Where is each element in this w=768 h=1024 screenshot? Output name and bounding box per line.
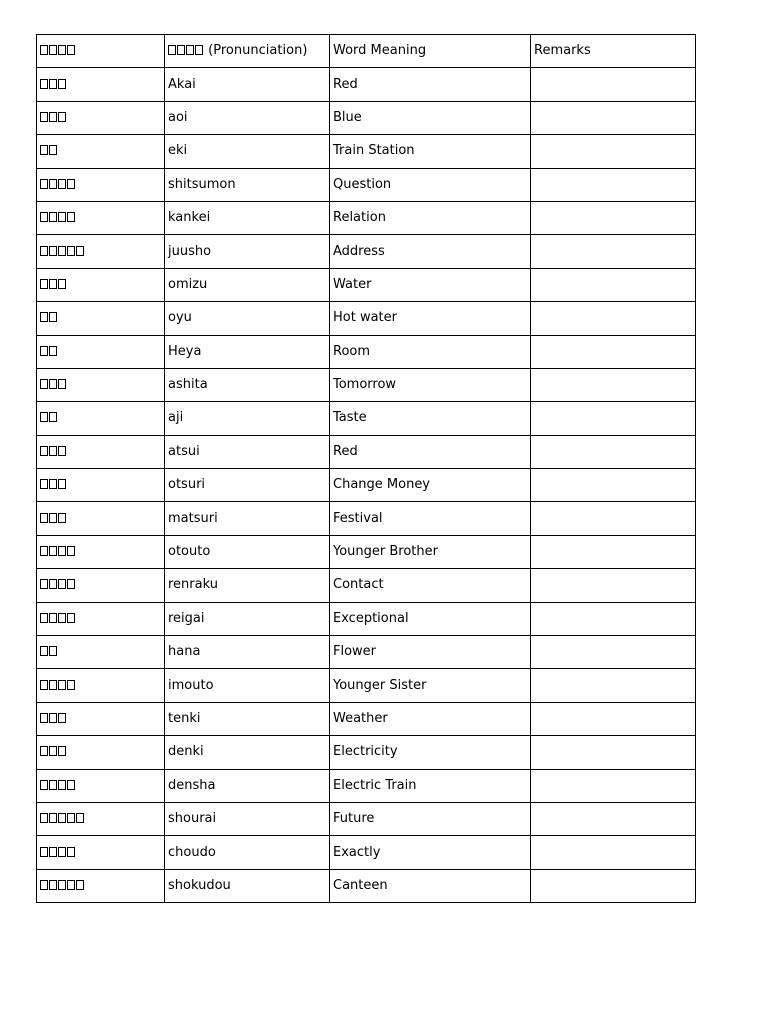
- remarks-cell: [531, 669, 696, 702]
- meaning-cell: Flower: [330, 636, 531, 669]
- remarks-cell: [531, 769, 696, 802]
- remarks-cell: [531, 402, 696, 435]
- table-row: [37, 602, 696, 635]
- remarks-cell: [531, 636, 696, 669]
- native-word-cell: [37, 802, 165, 835]
- remarks-cell: [531, 68, 696, 101]
- native-word-cell: [37, 469, 165, 502]
- native-word-cell: [37, 669, 165, 702]
- remarks-cell: [531, 335, 696, 368]
- meaning-cell: Hot water: [330, 302, 531, 335]
- native-word-cell: [37, 402, 165, 435]
- table-row: [37, 268, 696, 301]
- table-row: [37, 502, 696, 535]
- pronunciation-cell: kankei: [165, 201, 330, 234]
- meaning-cell: Red: [330, 68, 531, 101]
- table-row: [37, 636, 696, 669]
- pronunciation-cell: tenki: [165, 702, 330, 735]
- pronunciation-cell: oyu: [165, 302, 330, 335]
- meaning-cell: Weather: [330, 702, 531, 735]
- pronunciation-cell: shitsumon: [165, 168, 330, 201]
- pronunciation-cell: hana: [165, 636, 330, 669]
- pronunciation-cell: choudo: [165, 836, 330, 869]
- pronunciation-cell: Heya: [165, 335, 330, 368]
- native-word-cell: [37, 235, 165, 268]
- vocabulary-table: [36, 34, 696, 903]
- table-row: [37, 168, 696, 201]
- native-word-cell: [37, 636, 165, 669]
- pronunciation-cell: renraku: [165, 569, 330, 602]
- table-row: [37, 402, 696, 435]
- remarks-cell: [531, 368, 696, 401]
- remarks-cell: [531, 469, 696, 502]
- meaning-cell: Younger Brother: [330, 535, 531, 568]
- table-row: [37, 201, 696, 234]
- native-word-cell: [37, 168, 165, 201]
- remarks-cell: [531, 101, 696, 134]
- table-row: [37, 368, 696, 401]
- meaning-cell: Festival: [330, 502, 531, 535]
- table-row: [37, 435, 696, 468]
- meaning-cell: Address: [330, 235, 531, 268]
- native-word-cell: [37, 302, 165, 335]
- remarks-cell: [531, 736, 696, 769]
- remarks-cell: [531, 502, 696, 535]
- native-word-cell: [37, 68, 165, 101]
- meaning-cell: Contact: [330, 569, 531, 602]
- remarks-cell: [531, 168, 696, 201]
- remarks-cell: [531, 135, 696, 168]
- pronunciation-cell: atsui: [165, 435, 330, 468]
- remarks-cell: [531, 535, 696, 568]
- remarks-cell: [531, 268, 696, 301]
- table-row: [37, 535, 696, 568]
- table-row: [37, 669, 696, 702]
- vocabulary-table-body: [37, 35, 696, 903]
- meaning-cell: Change Money: [330, 469, 531, 502]
- meaning-cell: Younger Sister: [330, 669, 531, 702]
- pronunciation-cell: aji: [165, 402, 330, 435]
- pronunciation-cell: otsuri: [165, 469, 330, 502]
- native-word-cell: [37, 101, 165, 134]
- header-remarks: Remarks: [531, 35, 696, 68]
- table-row: [37, 302, 696, 335]
- table-row: [37, 235, 696, 268]
- header-row: [37, 35, 696, 68]
- table-row: [37, 836, 696, 869]
- native-word-cell: [37, 836, 165, 869]
- table-row: [37, 736, 696, 769]
- pronunciation-cell: omizu: [165, 268, 330, 301]
- header-pronunciation: (Pronunciation): [165, 35, 330, 68]
- pronunciation-cell: eki: [165, 135, 330, 168]
- meaning-cell: Exactly: [330, 836, 531, 869]
- meaning-cell: Future: [330, 802, 531, 835]
- native-word-cell: [37, 368, 165, 401]
- pronunciation-cell: otouto: [165, 535, 330, 568]
- native-word-cell: [37, 736, 165, 769]
- meaning-cell: Exceptional: [330, 602, 531, 635]
- remarks-cell: [531, 235, 696, 268]
- table-row: [37, 101, 696, 134]
- table-row: [37, 335, 696, 368]
- pronunciation-cell: denki: [165, 736, 330, 769]
- native-word-cell: [37, 569, 165, 602]
- pronunciation-cell: shokudou: [165, 869, 330, 902]
- header-native-script: [37, 35, 165, 68]
- remarks-cell: [531, 569, 696, 602]
- remarks-cell: [531, 802, 696, 835]
- native-word-cell: [37, 201, 165, 234]
- remarks-cell: [531, 602, 696, 635]
- meaning-cell: Train Station: [330, 135, 531, 168]
- remarks-cell: [531, 702, 696, 735]
- native-word-cell: [37, 502, 165, 535]
- pronunciation-cell: aoi: [165, 101, 330, 134]
- pronunciation-cell: densha: [165, 769, 330, 802]
- meaning-cell: Canteen: [330, 869, 531, 902]
- table-row: [37, 68, 696, 101]
- meaning-cell: Question: [330, 168, 531, 201]
- remarks-cell: [531, 869, 696, 902]
- pronunciation-cell: matsuri: [165, 502, 330, 535]
- native-word-cell: [37, 535, 165, 568]
- native-word-cell: [37, 435, 165, 468]
- native-word-cell: [37, 702, 165, 735]
- pronunciation-cell: shourai: [165, 802, 330, 835]
- meaning-cell: Relation: [330, 201, 531, 234]
- pronunciation-cell: imouto: [165, 669, 330, 702]
- native-word-cell: [37, 135, 165, 168]
- table-row: [37, 702, 696, 735]
- native-word-cell: [37, 769, 165, 802]
- native-word-cell: [37, 602, 165, 635]
- meaning-cell: Blue: [330, 101, 531, 134]
- pronunciation-cell: juusho: [165, 235, 330, 268]
- pronunciation-cell: Akai: [165, 68, 330, 101]
- table-row: [37, 869, 696, 902]
- native-word-cell: [37, 268, 165, 301]
- meaning-cell: Tomorrow: [330, 368, 531, 401]
- remarks-cell: [531, 836, 696, 869]
- meaning-cell: Electric Train: [330, 769, 531, 802]
- pronunciation-cell: ashita: [165, 368, 330, 401]
- table-row: [37, 569, 696, 602]
- meaning-cell: Taste: [330, 402, 531, 435]
- meaning-cell: Room: [330, 335, 531, 368]
- table-row: [37, 469, 696, 502]
- pronunciation-cell: reigai: [165, 602, 330, 635]
- meaning-cell: Water: [330, 268, 531, 301]
- native-word-cell: [37, 335, 165, 368]
- meaning-cell: Red: [330, 435, 531, 468]
- native-word-cell: [37, 869, 165, 902]
- remarks-cell: [531, 201, 696, 234]
- meaning-cell: Electricity: [330, 736, 531, 769]
- table-row: [37, 135, 696, 168]
- table-row: [37, 769, 696, 802]
- header-word-meaning: Word Meaning: [330, 35, 531, 68]
- remarks-cell: [531, 435, 696, 468]
- remarks-cell: [531, 302, 696, 335]
- table-row: [37, 802, 696, 835]
